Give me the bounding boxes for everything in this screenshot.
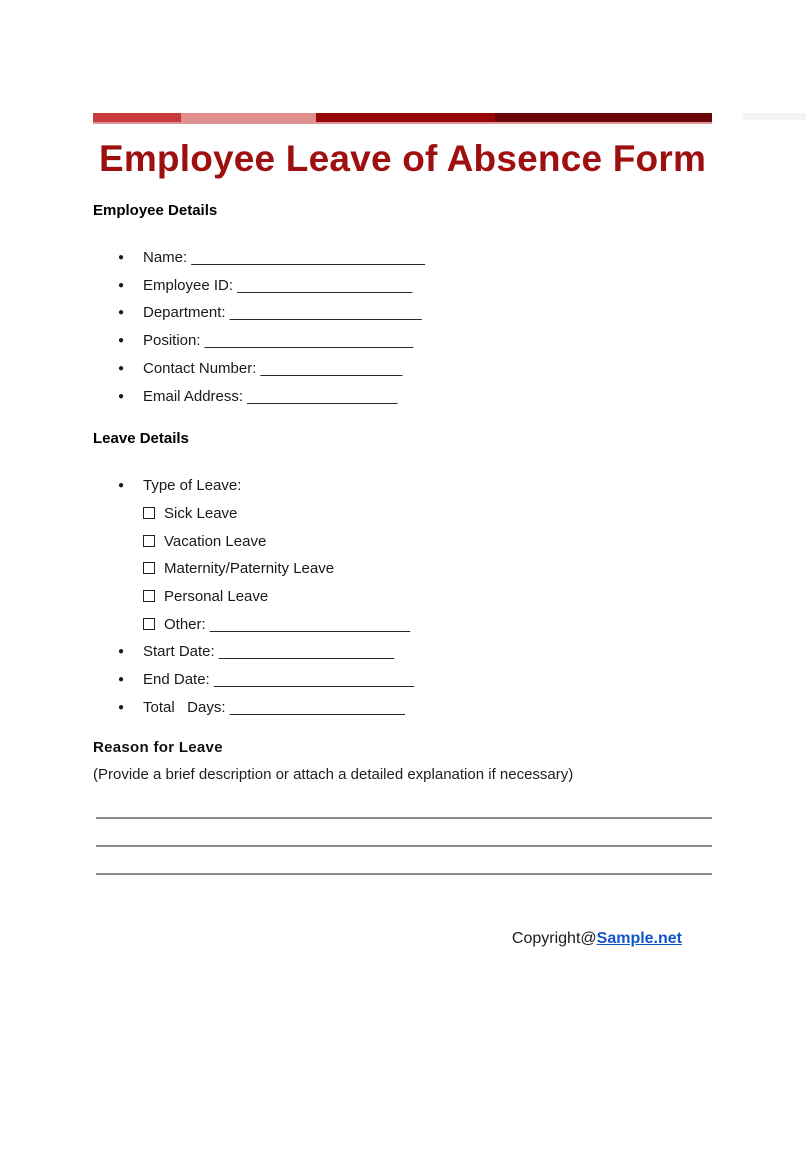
total-days-field-label: Total Days: _____________________ — [143, 698, 405, 716]
checkbox-label: Personal Leave — [164, 588, 269, 606]
reason-instruction-text: (Provide a brief description or attach a detailed explanation if necessary) — [93, 765, 574, 783]
page-title: Employee Leave of Absence Form — [98, 138, 707, 179]
list-item-email-address — [93, 383, 712, 411]
reason-for-leave-heading: Reason for Leave — [93, 738, 223, 756]
checkbox-option-sick-leave — [93, 500, 712, 528]
contact-number-field-label: Contact Number: _________________ — [143, 359, 403, 377]
department-field-label: Department: _______________________ — [143, 304, 422, 322]
leave-details-heading: Leave Details — [93, 430, 189, 448]
checkbox-option-vacation-leave — [93, 528, 712, 556]
bar-segment-red-icon — [93, 113, 181, 122]
checkbox-icon — [143, 507, 155, 519]
writing-line — [96, 845, 712, 847]
bar-segment-maroon-icon — [495, 113, 712, 122]
sample-net-link[interactable]: Sample.net — [596, 929, 682, 947]
checkbox-option-maternity-paternity-leave — [93, 555, 712, 583]
bullet-icon: ● — [118, 390, 125, 402]
list-item-department — [93, 299, 712, 327]
bar-bottom-strip — [93, 122, 712, 124]
email-address-field-label: Email Address: __________________ — [143, 387, 398, 405]
bullet-icon: ● — [118, 480, 125, 492]
leave-details-list — [93, 472, 712, 721]
bullet-icon: ● — [118, 279, 125, 291]
bullet-icon: ● — [118, 701, 125, 713]
checkbox-icon — [143, 590, 155, 602]
list-item-start-date — [93, 638, 712, 666]
employee-id-field-label: Employee ID: _____________________ — [143, 276, 413, 294]
bullet-icon: ● — [118, 335, 125, 347]
bar-segment-darkred-icon — [316, 113, 495, 122]
decorative-top-bar — [93, 113, 712, 124]
document-page — [0, 113, 806, 949]
start-date-field-label: Start Date: _____________________ — [143, 643, 395, 661]
end-date-field-label: End Date: ________________________ — [143, 671, 415, 689]
checkbox-icon — [143, 562, 155, 574]
list-item-type-of-leave — [93, 472, 712, 500]
checkbox-option-other — [93, 611, 712, 639]
list-item-name — [93, 244, 712, 272]
employee-details-list — [93, 244, 712, 410]
checkbox-icon — [143, 618, 155, 630]
checkbox-label: Vacation Leave — [164, 532, 267, 550]
employee-details-heading: Employee Details — [93, 202, 218, 219]
bullet-icon: ● — [118, 674, 125, 686]
list-item-position — [93, 327, 712, 355]
list-item-employee-id — [93, 272, 712, 300]
list-item-contact-number — [93, 355, 712, 383]
checkbox-label: Maternity/Paternity Leave — [164, 560, 335, 578]
bullet-icon: ● — [118, 307, 125, 319]
copyright-text: Copyright@ — [511, 929, 597, 947]
bullet-icon: ● — [118, 646, 125, 658]
footer — [93, 929, 712, 949]
list-item-total-days — [93, 694, 712, 722]
checkbox-icon — [143, 535, 155, 547]
writing-line — [96, 817, 712, 819]
name-field-label: Name: ____________________________ — [143, 249, 425, 266]
bullet-icon: ● — [118, 252, 125, 263]
checkbox-label: Other: ________________________ — [164, 615, 411, 633]
top-bar-segments — [93, 113, 712, 122]
checkbox-option-personal-leave — [93, 583, 712, 611]
bar-segment-pink-icon — [181, 113, 316, 122]
bullet-icon: ● — [118, 362, 125, 374]
writing-line — [96, 873, 712, 875]
page-corner-artifact — [742, 113, 806, 120]
list-item-end-date — [93, 666, 712, 694]
position-field-label: Position: _________________________ — [143, 332, 414, 350]
checkbox-label: Sick Leave — [164, 504, 238, 522]
type-of-leave-label: Type of Leave: — [143, 477, 242, 495]
